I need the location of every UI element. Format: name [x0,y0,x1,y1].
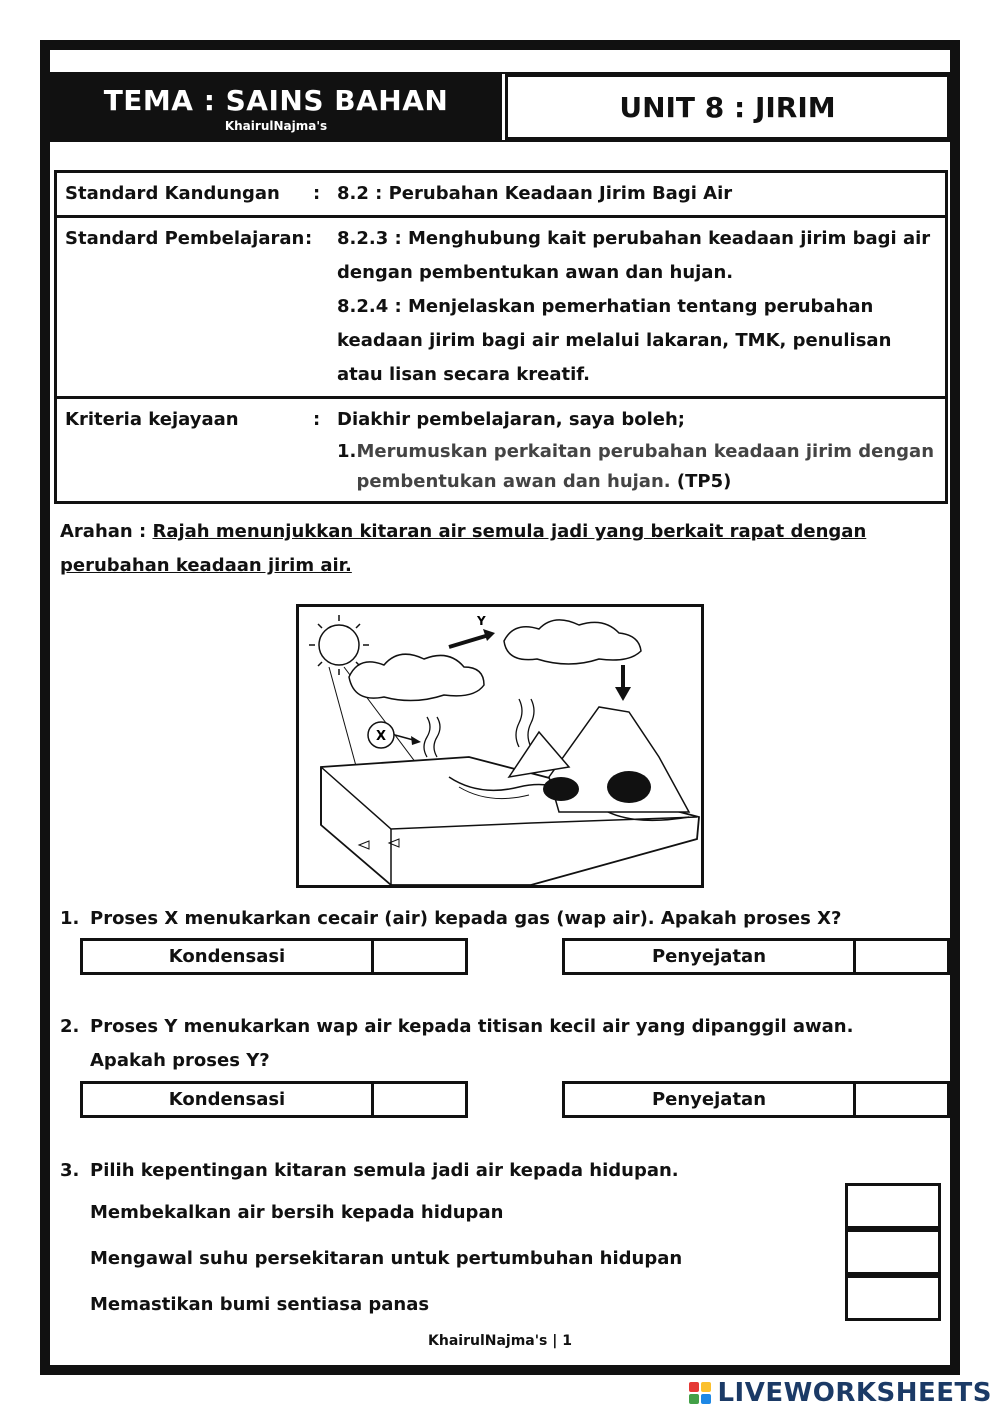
instruction-prefix: Arahan : [60,521,147,542]
option-label: Kondensasi [83,941,374,972]
row-value [337,399,945,501]
row-colon: : [313,409,321,430]
question-number: 2. [60,1016,80,1037]
row-value [337,218,945,396]
q1-option-b[interactable] [562,938,950,975]
row-label: Standard Kandungan [65,183,280,204]
water-cycle-illustration [299,607,701,885]
label-y: Y [477,614,486,628]
answer-box[interactable] [856,1084,947,1115]
vapor-icon [516,699,522,747]
cloud-icon [504,620,641,664]
unit-title: UNIT 8 : JIRIM [505,74,950,140]
logo-square [701,1394,711,1404]
arrow-down-head [615,687,631,701]
kriteria-item [337,437,941,497]
watermark-text: LIVEWORKSHEETS [717,1378,992,1408]
arrow-y [449,635,489,647]
tree-icon [607,771,651,803]
standard-8-2-3: 8.2.3 : Menghubung kait perubahan keadaan jirim bagi air dengan pembentukan awan dan hujan. [337,228,931,283]
row-colon: : [305,228,313,249]
row-value: 8.2 : Perubahan Keadaan Jirim Bagi Air [337,183,733,204]
q3-checkbox-2[interactable] [845,1229,941,1275]
standard-8-2-4: 8.2.4 : Menjelaskan pemerhatian tentang perubahan keadaan jirim bagi air melalui lakaran, TMK, penulisan atau lisan secara kreatif. [337,296,892,385]
arrow-x-head [411,736,421,745]
theme-title: TEMA : SAINS BAHAN [103,84,449,117]
question-text: Proses X menukarkan cecair (air) kepada gas (wap air). Apakah proses X? [90,908,842,929]
liveworksheets-logo-icon [689,1382,711,1404]
q3-choice-1: Membekalkan air bersih kepada hidupan [90,1202,504,1223]
question-1 [60,902,841,936]
header-divider [50,140,950,142]
vapor-icon [434,717,440,757]
answer-box[interactable] [374,941,465,972]
question-number: 1. [60,908,80,929]
logo-square [689,1394,699,1404]
cloud-icon [349,654,484,700]
q3-choice-2: Mengawal suhu persekitaran untuk pertumbuhan hidupan [90,1248,683,1269]
kriteria-text: Merumuskan perkaitan perubahan keadaan jirim dengan pembentukan awan dan hujan. [356,441,935,492]
kriteria-tag: (TP5) [676,471,732,492]
question-text-2: Apakah proses Y? [90,1050,270,1071]
liveworksheets-watermark [689,1378,992,1408]
logo-square [701,1382,711,1392]
q2-option-b[interactable] [562,1081,950,1118]
question-text: Pilih kepentingan kitaran semula jadi air kepada hidupan. [90,1160,679,1181]
standard-kandungan-row [57,173,945,218]
logo-square [689,1382,699,1392]
row-label: Kriteria kejayaan [65,409,239,430]
worksheet-frame [40,40,960,1375]
top-strip [50,50,950,74]
water-cycle-diagram [296,604,704,888]
row-colon: : [313,183,321,204]
answer-box[interactable] [856,941,947,972]
label-x: X [376,729,387,744]
standard-pembelajaran-row [57,218,945,399]
option-label: Penyejatan [565,1084,856,1115]
option-label: Penyejatan [565,941,856,972]
row-label: Standard Pembelajaran [65,228,305,249]
vapor-icon [424,717,430,757]
option-label: Kondensasi [83,1084,374,1115]
question-3 [60,1154,679,1188]
kriteria-row [57,399,945,501]
answer-box[interactable] [374,1084,465,1115]
kriteria-number: 1. [337,441,357,462]
theme-header [50,74,502,140]
author-label: KhairulNajma's [224,119,328,133]
question-number: 3. [60,1160,80,1181]
q3-checkbox-1[interactable] [845,1183,941,1229]
q3-choice-3: Memastikan bumi sentiasa panas [90,1294,430,1315]
q3-checkbox-3[interactable] [845,1275,941,1321]
q2-option-a[interactable] [80,1081,468,1118]
tree-icon [543,777,579,801]
standards-table [54,170,948,504]
instruction-text: Rajah menunjukkan kitaran air semula jadi yang berkait rapat dengan perubahan keadaan jirim air. [60,521,867,576]
kriteria-intro: Diakhir pembelajaran, saya boleh; [337,409,685,430]
question-text: Proses Y menukarkan wap air kepada titisan kecil air yang dipanggil awan. [90,1016,854,1037]
page-footer: KhairulNajma's | 1 [428,1333,572,1349]
q1-option-a[interactable] [80,938,468,975]
kriteria-text-wrap [357,437,941,497]
instruction [60,515,940,583]
question-2 [60,1010,853,1078]
